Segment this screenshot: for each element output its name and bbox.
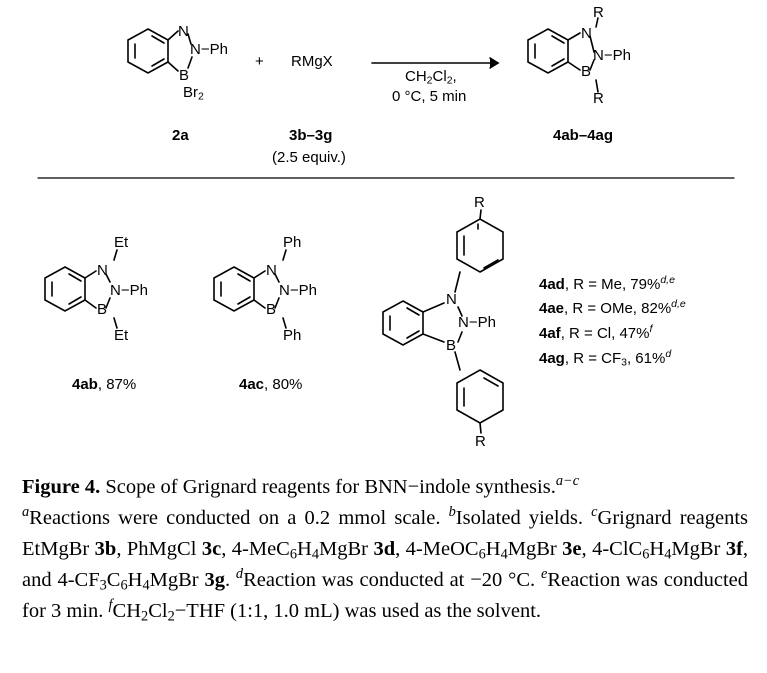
aryl-B: B <box>446 337 457 354</box>
product-N: N <box>581 25 592 42</box>
4ab-NPh: N−Ph <box>110 282 148 299</box>
reagent-formula: RMgX <box>291 53 333 70</box>
4ab-bottom: Et <box>114 327 129 344</box>
4ab-top: Et <box>114 234 129 251</box>
footnote-a: Reactions were conducted on a 0.2 mmol scale. <box>29 507 449 529</box>
caption-text: Figure 4. Scope of Grignard reagents for BNN−indole synthesis.$^{a-c}$ $^a$Reactions were conducted on a 0.2 mmol scale. $^b$Isolated yields. $^c$Grignard reagents EtMgBr 3b, PhMgCl 3c, $4-MeC_6H_4MgBr$ 3d, $4-MeOC_6H_4MgBr$ 3e, $4-ClC_6H_4MgBr$ 3f, and $4-CF_3C_6H_4MgBr$ 3g. $^d$Reaction was conducted at −20 °C. $^e$Reaction was conducted for 3 min. $^fCH_2Cl_2-THF$ (1:1, 1.0 mL) was used as the solvent. <box>22 473 749 625</box>
4ac-NPh: N−Ph <box>279 282 317 299</box>
4ac-bottom: Ph <box>283 327 302 344</box>
reagent-equiv: (2.5 equiv.) <box>272 149 346 166</box>
conditions-temp: 0 °C, 5 min <box>392 88 467 105</box>
figure-caption <box>22 472 748 627</box>
conditions-solvent: $CH_2Cl_2$, <box>405 68 457 87</box>
plus-sign: + <box>255 53 264 70</box>
aryl-R-top: R <box>474 194 485 211</box>
reactant-id: 2a <box>172 127 189 144</box>
figure-title: Scope of Grignard reagents for BNN−indole synthesis. <box>100 476 556 498</box>
product-NPh: N−Ph <box>593 47 631 64</box>
reactant-B: B <box>179 67 190 84</box>
reactant-Br2: $Br_2$ <box>183 84 204 103</box>
aryl-R-bottom: R <box>475 433 486 450</box>
4ac-N: N <box>266 262 277 279</box>
footnote-e: Reaction was conducted for 3 min. <box>22 569 749 622</box>
list-item-4af: 4af, R = Cl, 47%$^f$ <box>539 323 653 342</box>
product-id: 4ab–4ag <box>553 127 614 144</box>
4ac-caption: 4ac, 80% <box>239 376 303 393</box>
list-item-4ad: 4ad, R = Me, 79%$^{d,e}$ <box>539 274 675 293</box>
reactant-NPh: N−Ph <box>190 41 228 58</box>
4ab-N: N <box>97 262 108 279</box>
product-R-bottom: R <box>593 90 604 107</box>
4ac-top: Ph <box>283 234 302 251</box>
product-B: B <box>581 63 592 80</box>
aryl-NPh: N−Ph <box>458 314 496 331</box>
product-R-top: R <box>593 4 604 21</box>
footnote-b: Isolated yields. <box>455 507 583 529</box>
figure-label: Figure 4. <box>22 476 101 498</box>
list-item-4ae: 4ae, R = OMe, 82%$^{d,e}$ <box>539 298 686 317</box>
4ab-B: B <box>97 301 108 318</box>
4ac-B: B <box>266 301 277 318</box>
list-item-4ag: 4ag, $R = CF_3$, 61%$^d$ <box>539 348 672 369</box>
reagent-id: 3b–3g <box>289 127 333 144</box>
footnote-c: Grignard reagents EtMgBr 3b, PhMgCl 3c, $4-MeC_6H_4MgBr$ 3d, $4-MeOC_6H_4MgBr$ 3e, $4-ClC_6H_4MgBr$ 3f, and $4-CF_3C_6H_4MgBr$ 3g. <box>22 507 749 594</box>
4ab-caption: 4ab, 87% <box>72 376 137 393</box>
reactant-N: N <box>178 23 189 40</box>
aryl-N: N <box>446 291 457 308</box>
footnote-f: $CH_2Cl_2-THF$ (1:1, 1.0 mL) was used as the solvent. <box>112 600 542 625</box>
footnote-d: Reaction was conducted at −20 °C. <box>243 569 541 591</box>
